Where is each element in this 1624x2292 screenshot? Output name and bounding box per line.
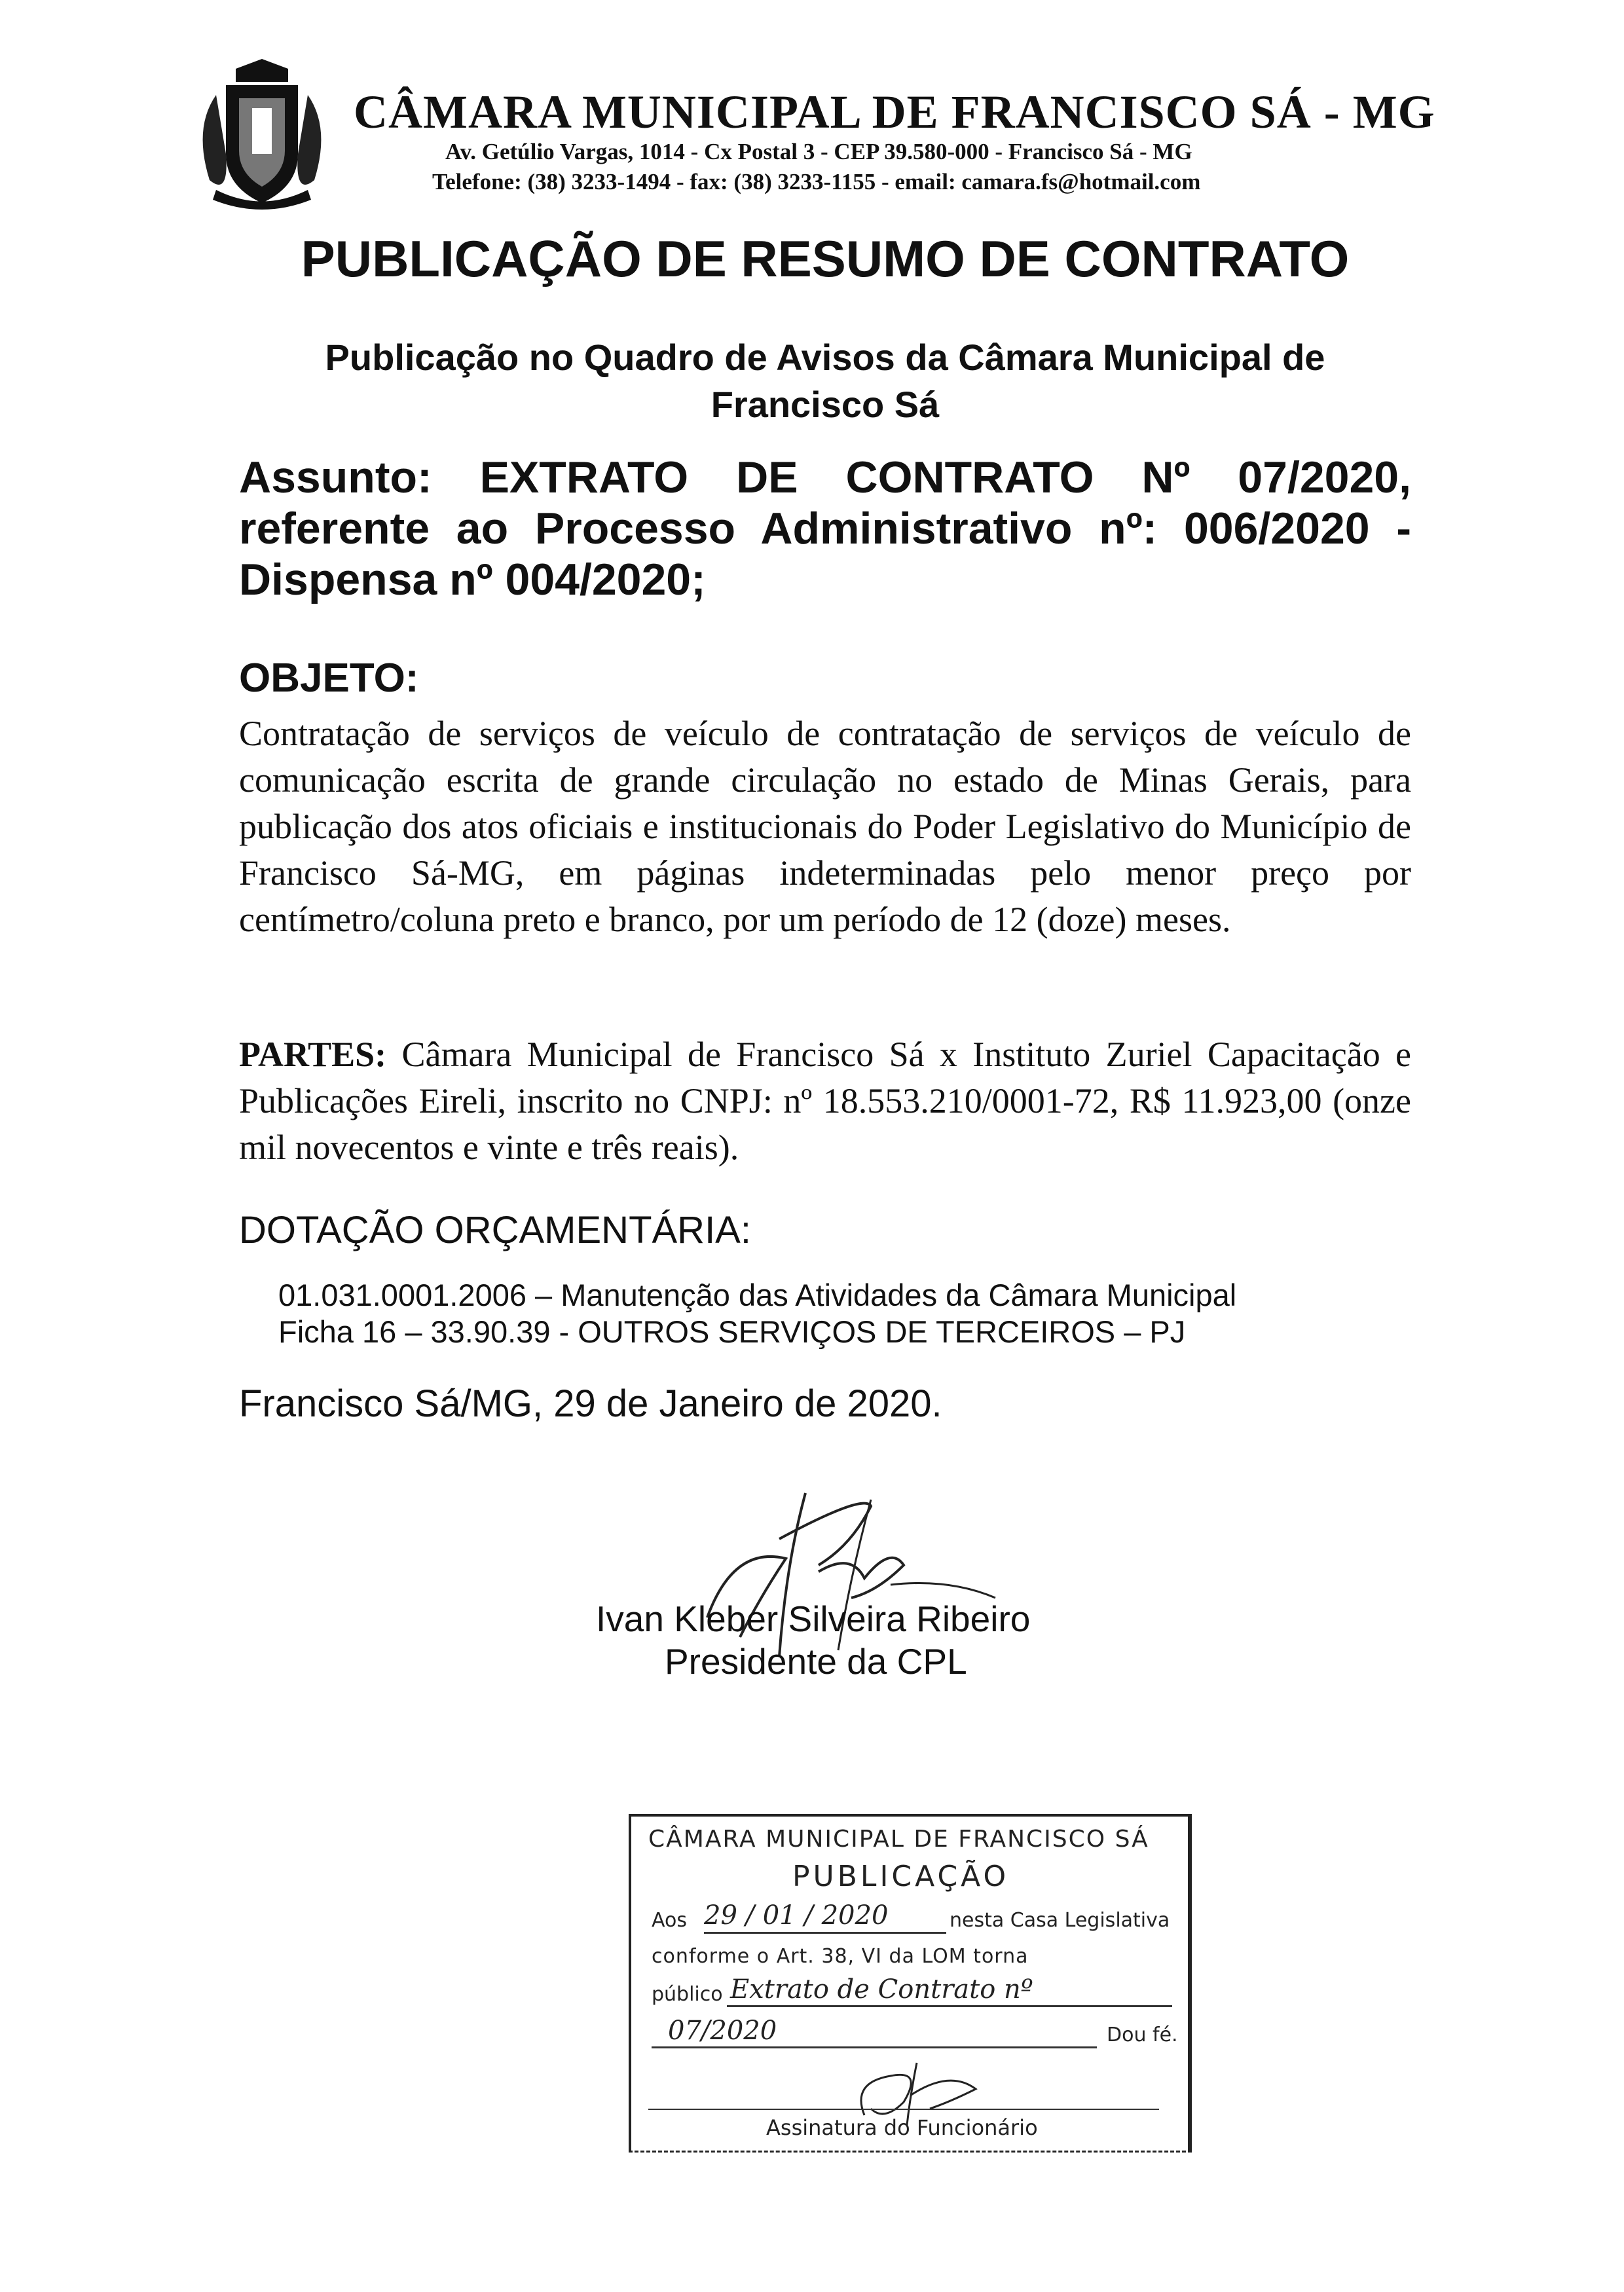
dotacao-line-2: Ficha 16 – 33.90.39 - OUTROS SERVIÇOS DE TERCEIROS – PJ: [278, 1314, 1186, 1349]
date-line: Francisco Sá/MG, 29 de Janeiro de 2020.: [239, 1382, 942, 1425]
subject-paragraph: Assunto: EXTRATO DE CONTRATO Nº 07/2020, referente ao Processo Administrativo nº: 006/2020 - Dispensa nº 004/2020;: [239, 453, 1411, 604]
signer-name: Ivan Kleber Silveira Ribeiro: [596, 1599, 1031, 1639]
objeto-paragraph: Contratação de serviços de veículo de contratação de serviços de veículo de comunicação escrita de grande circulação no estado de Minas Gerais, para publicação dos atos oficiais e institucionais do Poder Legislativo do Município de Francisco Sá-MG, em páginas indeterminadas pelo menor preço por centímetro/coluna preto e branco, por um período de 12 (doze) meses.: [239, 714, 1411, 939]
institution-contact: Telefone: (38) 3233-1494 - fax: (38) 3233-1155 - email: camara.fs@hotmail.com: [432, 169, 1201, 194]
stamp-line1-prefix: Aos: [652, 1909, 687, 1932]
signer-role: Presidente da CPL: [665, 1641, 967, 1682]
objeto-heading: OBJETO:: [239, 656, 419, 701]
document-title: PUBLICAÇÃO DE RESUMO DE CONTRATO: [301, 230, 1350, 287]
stamp-line2: conforme o Art. 38, VI da LOM torna: [652, 1945, 1029, 1968]
stamp-number-underline: [652, 2046, 1097, 2048]
document-subtitle: [262, 334, 1388, 428]
dotacao-line-1: 01.031.0001.2006 – Manutenção das Atividades da Câmara Municipal: [278, 1278, 1237, 1312]
stamp-object-underline: [727, 2005, 1172, 2007]
subtitle-line-2: Francisco Sá: [710, 384, 940, 425]
dotacao-heading: DOTAÇÃO ORÇAMENTÁRIA:: [239, 1209, 751, 1251]
stamp-footer: Assinatura do Funcionário: [766, 2115, 1038, 2140]
partes-label: PARTES:: [239, 1035, 387, 1074]
stamp-institution: CÂMARA MUNICIPAL DE FRANCISCO SÁ: [648, 1826, 1149, 1853]
stamp-handwritten-date: 29 / 01 / 2020: [704, 1900, 889, 1931]
stamp-heading: PUBLICAÇÃO: [792, 1860, 1010, 1893]
stamp-signature-line: [648, 2109, 1159, 2110]
subtitle-line-1: Publicação no Quadro de Avisos da Câmara Municipal de: [325, 337, 1325, 378]
stamp-line3-prefix: público: [652, 1983, 723, 2006]
stamp-handwritten-number: 07/2020: [668, 2016, 777, 2046]
stamp-date-underline: [704, 1932, 946, 1934]
municipal-crest-logo: [190, 56, 334, 210]
institution-address: Av. Getúlio Vargas, 1014 - Cx Postal 3 - CEP 39.580-000 - Francisco Sá - MG: [445, 139, 1192, 164]
stamp-line4-suffix: Dou fé.: [1107, 2024, 1178, 2046]
stamp-line1-suffix: nesta Casa Legislativa: [950, 1909, 1170, 1932]
partes-text: Câmara Municipal de Francisco Sá x Instituto Zuriel Capacitação e Publicações Eireli, inscrito no CNPJ: nº 18.553.210/0001-72, R$ 11.923,00 (onze mil novecentos e vinte e três reais).: [239, 1035, 1411, 1167]
institution-name: CÂMARA MUNICIPAL DE FRANCISCO SÁ - MG: [354, 86, 1435, 138]
stamp-handwritten-object: Extrato de Contrato nº: [730, 1974, 1033, 2005]
partes-paragraph: [239, 1031, 1411, 1171]
